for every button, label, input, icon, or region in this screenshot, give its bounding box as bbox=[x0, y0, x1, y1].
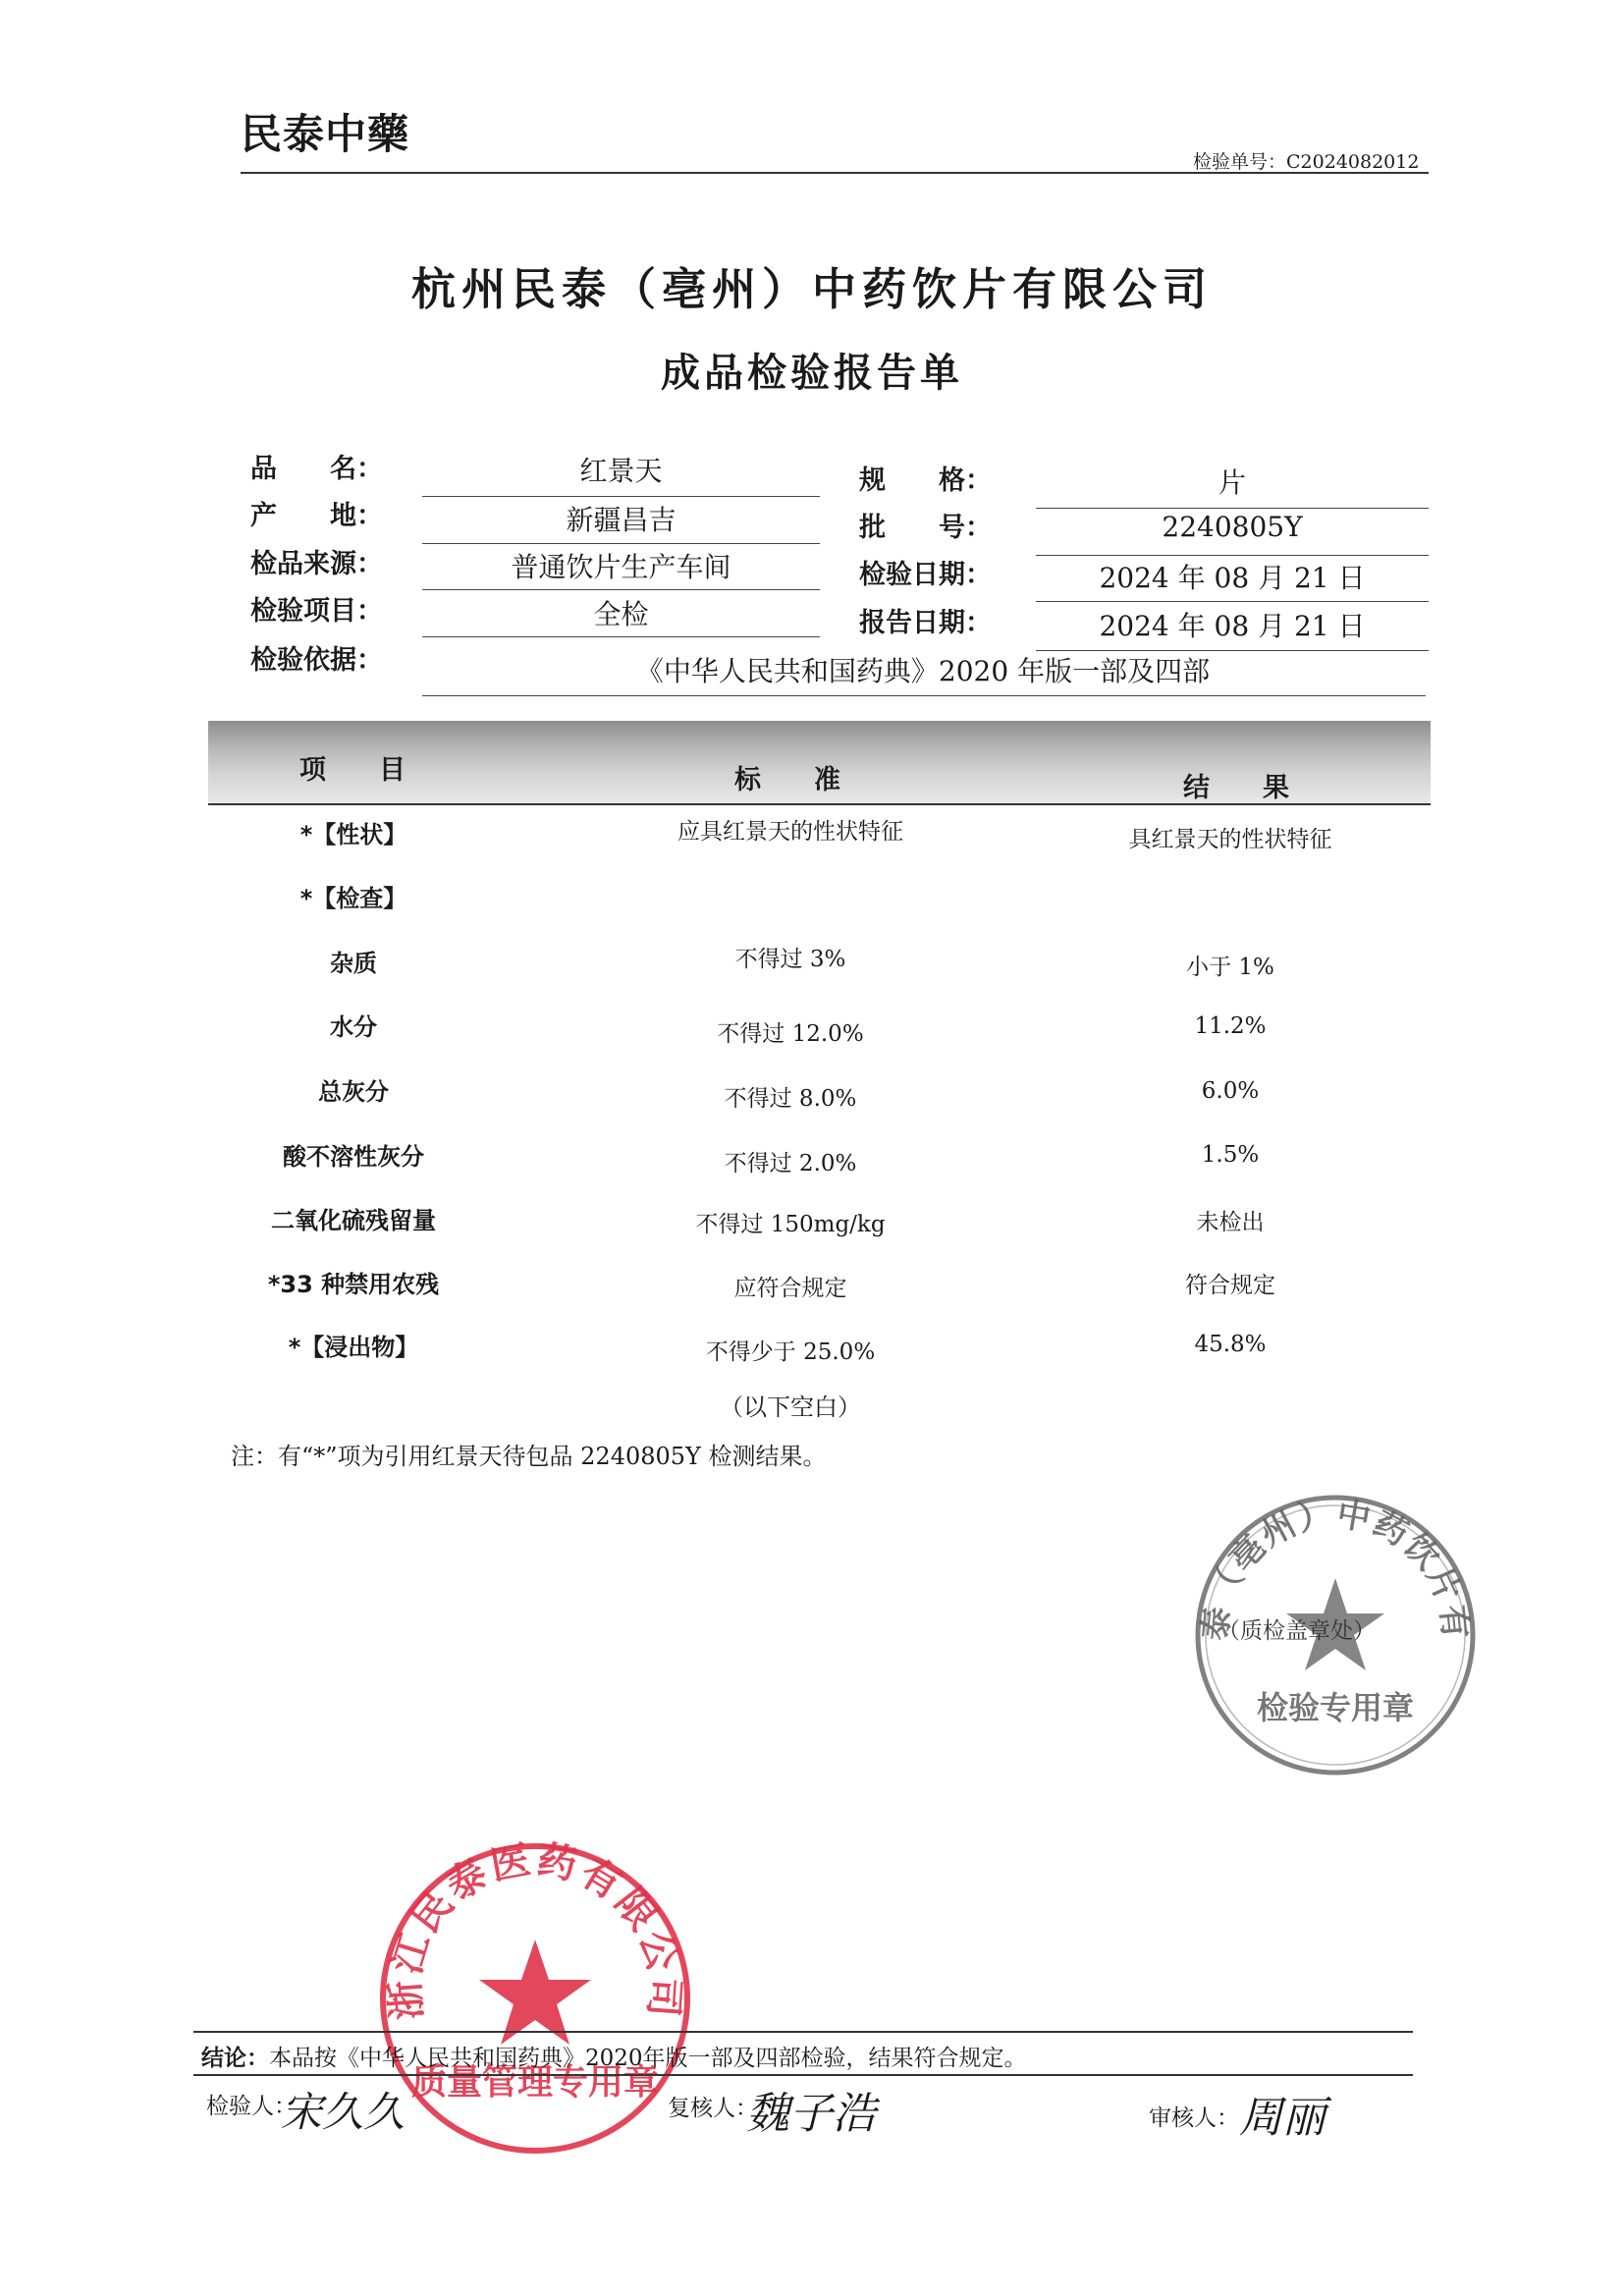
row-standard: 不得过 3% bbox=[734, 947, 846, 972]
row-result: 符合规定 bbox=[1185, 1273, 1275, 1298]
report-number bbox=[1193, 147, 1419, 174]
row-standard: 应符合规定 bbox=[733, 1276, 847, 1301]
row-item: 水分 bbox=[330, 1013, 377, 1041]
company-name: 杭州民泰（亳州）中药饮片有限公司 bbox=[410, 263, 1213, 315]
row-result: 未检出 bbox=[1196, 1210, 1265, 1235]
sample-source-label: 检品来源： bbox=[250, 549, 383, 579]
origin-value: 新疆昌吉 bbox=[566, 504, 677, 536]
blank-below-note: （以下空白） bbox=[720, 1394, 861, 1421]
product-name-underline bbox=[422, 496, 820, 497]
basis-underline bbox=[422, 695, 1426, 696]
report-date-underline bbox=[1036, 650, 1429, 651]
row-standard: 不得少于 25.0% bbox=[705, 1339, 876, 1365]
qc-stamp-ring-text: 杭州民泰（亳州）中药饮片有限公司 bbox=[1170, 1457, 1476, 1643]
company-logo: 民泰中藥 bbox=[241, 110, 410, 158]
row-result: 45.8% bbox=[1194, 1332, 1267, 1357]
qc-stamp-area-note: （质检盖章处） bbox=[1218, 1618, 1376, 1644]
report-title: 成品检验报告单 bbox=[661, 351, 963, 396]
header-item: 项 目 bbox=[299, 755, 406, 786]
row-result: 11.2% bbox=[1194, 1013, 1267, 1039]
conclusion-top-rule bbox=[193, 2031, 1413, 2033]
report-date-label: 报告日期： bbox=[859, 608, 992, 638]
row-standard: 不得过 12.0% bbox=[717, 1021, 864, 1047]
reviewer-signature: 周丽 bbox=[1239, 2093, 1326, 2143]
reviewer-label: 审核人： bbox=[1149, 2105, 1239, 2131]
footnote: 注：有“*”项为引用红景天待包品 2240805Y 检测结果。 bbox=[231, 1443, 827, 1470]
spec-underline bbox=[1036, 508, 1429, 509]
basis-label: 检验依据： bbox=[250, 645, 383, 676]
row-standard: 不得过 8.0% bbox=[724, 1086, 857, 1112]
sample-source-underline bbox=[422, 589, 820, 590]
batch-no-underline bbox=[1036, 555, 1429, 556]
conclusion-bottom-rule bbox=[193, 2074, 1413, 2076]
row-item: 二氧化硫残留量 bbox=[271, 1207, 436, 1234]
conclusion-label: 结论： bbox=[201, 2046, 269, 2071]
product-name-label: 品 名： bbox=[250, 454, 383, 484]
row-item: 总灰分 bbox=[318, 1078, 389, 1106]
inspect-item-underline bbox=[422, 636, 820, 637]
row-standard: 不得过 150mg/kg bbox=[695, 1212, 886, 1237]
sample-source-value: 普通饮片生产车间 bbox=[511, 551, 731, 583]
red-stamp-ring-text: 浙江民泰医药有限公司 bbox=[382, 1836, 688, 2022]
inspector-signature: 宋久久 bbox=[281, 2088, 406, 2136]
row-result: 6.0% bbox=[1201, 1078, 1260, 1104]
report-number-label: 检验单号： bbox=[1193, 151, 1287, 173]
row-item: 杂质 bbox=[330, 950, 377, 977]
spec-value: 片 bbox=[1218, 466, 1246, 499]
origin-label: 产 地： bbox=[250, 501, 383, 531]
inspect-item-label: 检验项目： bbox=[250, 596, 383, 627]
header-standard: 标 准 bbox=[734, 765, 840, 795]
qc-stamp-bottom-text: 检验专用章 bbox=[1256, 1689, 1415, 1726]
header-result: 结 果 bbox=[1183, 773, 1289, 803]
spec-label: 规 格： bbox=[859, 465, 992, 496]
conclusion-text: 本品按《中华人民共和国药典》2020年版一部及四部检验，结果符合规定。 bbox=[269, 2046, 1027, 2071]
basis-value: 《中华人民共和国药典》2020 年版一部及四部 bbox=[635, 655, 1211, 687]
product-name-value: 红景天 bbox=[579, 455, 663, 487]
row-item: *【性状】 bbox=[299, 821, 407, 848]
inspect-date-value: 2024 年 08 月 21 日 bbox=[1099, 562, 1366, 594]
quality-management-stamp bbox=[373, 1836, 697, 2160]
batch-no-value: 2240805Y bbox=[1162, 511, 1303, 543]
row-item: *【浸出物】 bbox=[288, 1334, 419, 1361]
conclusion bbox=[201, 2040, 1027, 2072]
row-item: *33 种禁用农残 bbox=[267, 1271, 440, 1298]
checker-signature: 魏子浩 bbox=[746, 2089, 876, 2139]
row-standard: 不得过 2.0% bbox=[724, 1151, 857, 1176]
red-stamp-bottom-text: 质量管理专用章 bbox=[410, 2062, 660, 2103]
header-rule bbox=[241, 172, 1429, 174]
row-item: *【检查】 bbox=[299, 885, 407, 912]
report-number-value: C2024082012 bbox=[1286, 151, 1420, 173]
inspector-label: 检验人： bbox=[206, 2094, 297, 2119]
row-item: 酸不溶性灰分 bbox=[283, 1143, 424, 1171]
inspect-date-label: 检验日期： bbox=[859, 560, 992, 590]
inspect-item-value: 全检 bbox=[593, 598, 649, 630]
row-result: 小于 1% bbox=[1186, 955, 1274, 980]
row-result: 具红景天的性状特征 bbox=[1128, 827, 1332, 852]
batch-no-label: 批 号： bbox=[859, 513, 992, 543]
report-date-value: 2024 年 08 月 21 日 bbox=[1099, 610, 1366, 642]
row-result: 1.5% bbox=[1201, 1142, 1260, 1168]
origin-underline bbox=[422, 543, 820, 544]
row-standard: 应具红景天的性状特征 bbox=[677, 819, 903, 845]
checker-label: 复核人： bbox=[668, 2096, 758, 2121]
inspect-date-underline bbox=[1036, 601, 1429, 602]
